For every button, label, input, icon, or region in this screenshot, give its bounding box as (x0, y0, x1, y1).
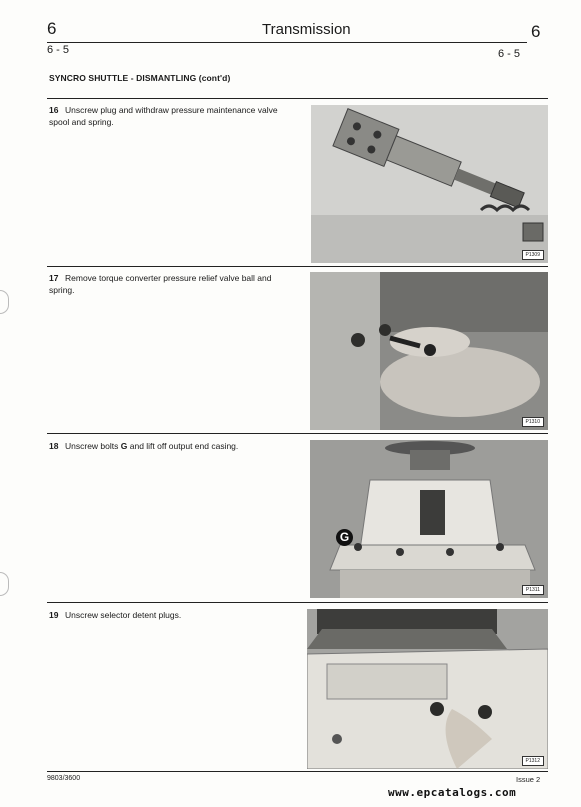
step-16 (49, 104, 299, 128)
header-rule (47, 42, 527, 43)
step-number: 17 (49, 273, 59, 283)
callout-g: G (336, 529, 353, 546)
step-text: Unscrew bolts (65, 441, 121, 451)
step-divider (47, 433, 548, 434)
step-divider (47, 266, 548, 267)
page-title: Transmission (262, 21, 351, 38)
document-number: 9803/3600 (47, 775, 81, 782)
bolt-reference: G (120, 441, 128, 451)
step-19 (49, 609, 299, 621)
punch-hole-mark (0, 290, 9, 314)
page-number-left: 6 - 5 (47, 44, 70, 56)
photo-label: P1310 (522, 417, 544, 427)
step-number: 19 (49, 610, 59, 620)
issue-label: Issue 2 (516, 775, 541, 784)
punch-hole-mark (0, 572, 9, 596)
step-18 (49, 440, 299, 452)
step-number: 16 (49, 105, 59, 115)
step-text: and lift off output end casing. (127, 441, 239, 451)
step-text: Remove torque converter pressure relief valve ball and spring. (49, 273, 272, 295)
step-divider (47, 602, 548, 603)
watermark: www.epcatalogs.com (388, 786, 517, 799)
photo-valve-spool (311, 105, 548, 263)
step-divider (47, 98, 548, 99)
photo-relief-valve (310, 272, 548, 430)
step-number: 18 (49, 441, 59, 451)
footer-rule (47, 771, 548, 772)
page-number-right: 6 - 5 (498, 48, 521, 60)
section-title: SYNCRO SHUTTLE - DISMANTLING (cont'd) (49, 73, 231, 83)
step-17 (49, 272, 299, 296)
section-number-right: 6 (531, 22, 541, 41)
section-number-left: 6 (47, 19, 57, 38)
photo-detent-plugs (307, 609, 548, 769)
photo-output-casing (310, 440, 548, 598)
photo-label: P1311 (522, 585, 544, 595)
step-text: Unscrew plug and withdraw pressure maintenance valve spool and spring. (49, 105, 278, 127)
photo-label: P1312 (522, 756, 544, 766)
photo-label: P1309 (522, 250, 544, 260)
step-text: Unscrew selector detent plugs. (65, 610, 182, 620)
